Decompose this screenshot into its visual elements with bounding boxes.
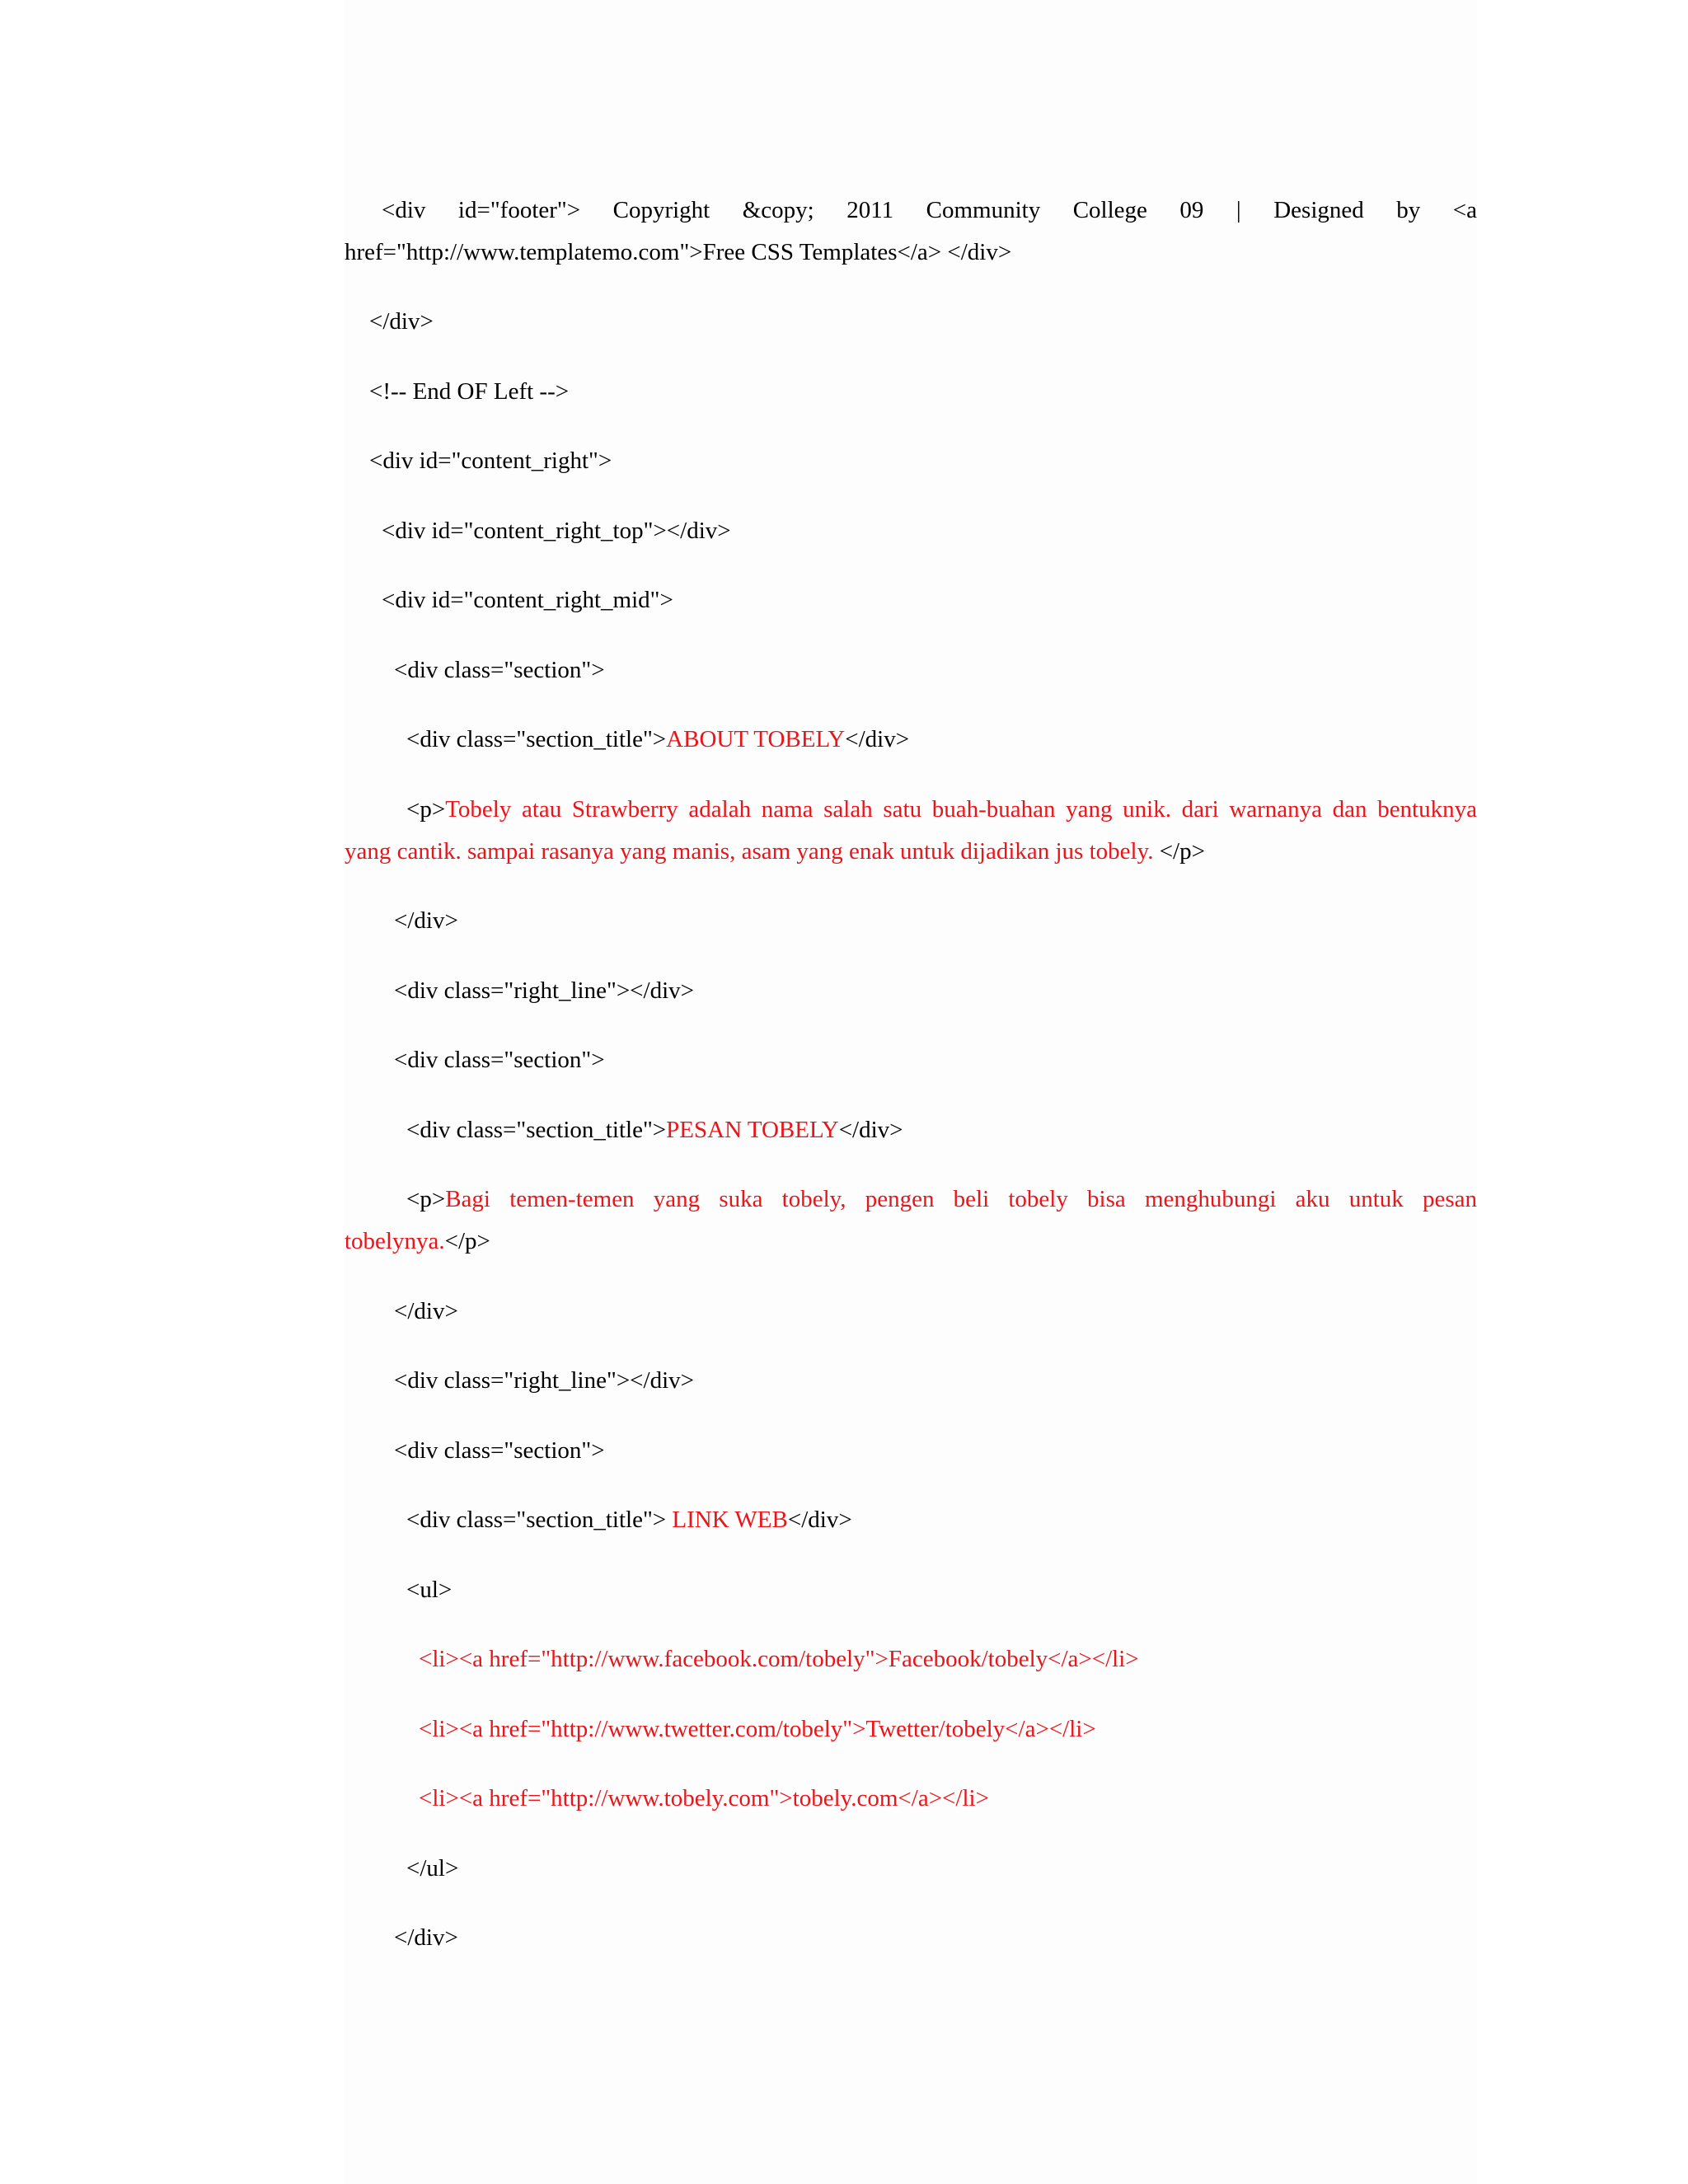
right-line-1 — [394, 970, 1526, 1012]
code-text: <div class="section"> — [394, 1047, 605, 1073]
code-text: <div id="content_right_top"></div> — [382, 518, 731, 544]
code-text: <div class="section_title"> — [406, 726, 667, 752]
section-3-close — [394, 1917, 1526, 1959]
code-text: <!-- End OF Left --> — [369, 378, 570, 405]
section-2-paragraph-line-1 — [345, 1179, 1477, 1221]
code-text: </div> — [369, 308, 434, 335]
code-text: <div class="section_title"> — [406, 1507, 667, 1533]
code-text: <p> — [406, 1186, 446, 1212]
code-text: href="http://www.templatemo.com">Free CSS Templates</a> </div> — [345, 239, 1012, 265]
section-3-open — [394, 1430, 1526, 1472]
code-text: </div> — [787, 1507, 852, 1533]
list-item-text: <li><a href="http://www.facebook.com/tobely">Facebook/tobely</a></li> — [419, 1646, 1139, 1672]
section-1-open — [394, 649, 1526, 691]
footer-line-2 — [345, 232, 1477, 274]
content-right-top-line — [382, 510, 1514, 552]
code-text: <div id="content_right"> — [369, 448, 612, 474]
code-text: <div class="section_title"> — [406, 1117, 667, 1143]
code-text: </div> — [845, 726, 910, 752]
section-1-paragraph-line-1 — [345, 789, 1477, 831]
comment-end-left — [369, 371, 1502, 413]
content-right-line — [369, 440, 1502, 482]
list-item-text: <li><a href="http://www.twetter.com/tobely">Twetter/tobely</a></li> — [419, 1716, 1096, 1742]
list-item-facebook — [419, 1638, 1551, 1680]
section-1-title — [406, 719, 1539, 761]
close-div-line — [369, 301, 1502, 343]
section-3-title — [406, 1499, 1539, 1541]
section-title-text: LINK WEB — [666, 1507, 788, 1533]
code-text: <div class="right_line"></div> — [394, 1367, 695, 1394]
list-item-twetter — [419, 1708, 1551, 1750]
section-title-text: ABOUT TOBELY — [666, 726, 846, 752]
code-text: <ul> — [406, 1577, 452, 1603]
code-text: </div> — [394, 1924, 458, 1951]
list-item-text: <li><a href="http://www.tobely.com">tobely.com</a></li> — [419, 1785, 989, 1811]
code-text: </p> — [1153, 838, 1205, 865]
code-text: </div> — [838, 1117, 903, 1143]
section-2-title — [406, 1109, 1539, 1151]
code-text: </ul> — [406, 1855, 459, 1882]
section-1-close — [394, 900, 1526, 942]
code-text: <p> — [406, 796, 446, 823]
code-text: <div id="content_right_mid"> — [382, 587, 673, 613]
code-text: </div> — [394, 1298, 458, 1324]
paragraph-text: tobelynya. — [345, 1228, 445, 1254]
code-text: <div id="footer"> Copyright &copy; 2011 Community College 09 | Designed by <a — [382, 197, 1477, 223]
paragraph-text: Bagi temen-temen yang suka tobely, pengen beli tobely bisa menghubungi aku untuk pesan — [445, 1186, 1477, 1212]
section-title-text: PESAN TOBELY — [666, 1117, 839, 1143]
footer-line-1 — [345, 190, 1477, 232]
content-right-mid-line — [382, 579, 1514, 621]
section-2-paragraph-line-2 — [345, 1221, 1477, 1263]
code-text: <div class="section"> — [394, 1437, 605, 1464]
paragraph-text: Tobely atau Strawberry adalah nama salah satu buah-buahan yang unik. dari warnanya dan bentuknya — [445, 796, 1477, 823]
right-line-2 — [394, 1360, 1526, 1402]
code-text: </div> — [394, 907, 458, 934]
section-1-paragraph-line-2 — [345, 831, 1477, 873]
list-item-site — [419, 1778, 1551, 1820]
code-text: <div class="right_line"></div> — [394, 977, 695, 1004]
code-text: </p> — [444, 1228, 490, 1254]
section-2-open — [394, 1039, 1526, 1081]
paragraph-text: yang cantik. sampai rasanya yang manis, asam yang enak untuk dijadikan jus tobely. — [345, 838, 1154, 865]
code-text: <div class="section"> — [394, 657, 605, 683]
section-2-close — [394, 1291, 1526, 1333]
ul-open — [406, 1569, 1539, 1611]
ul-close — [406, 1848, 1539, 1890]
